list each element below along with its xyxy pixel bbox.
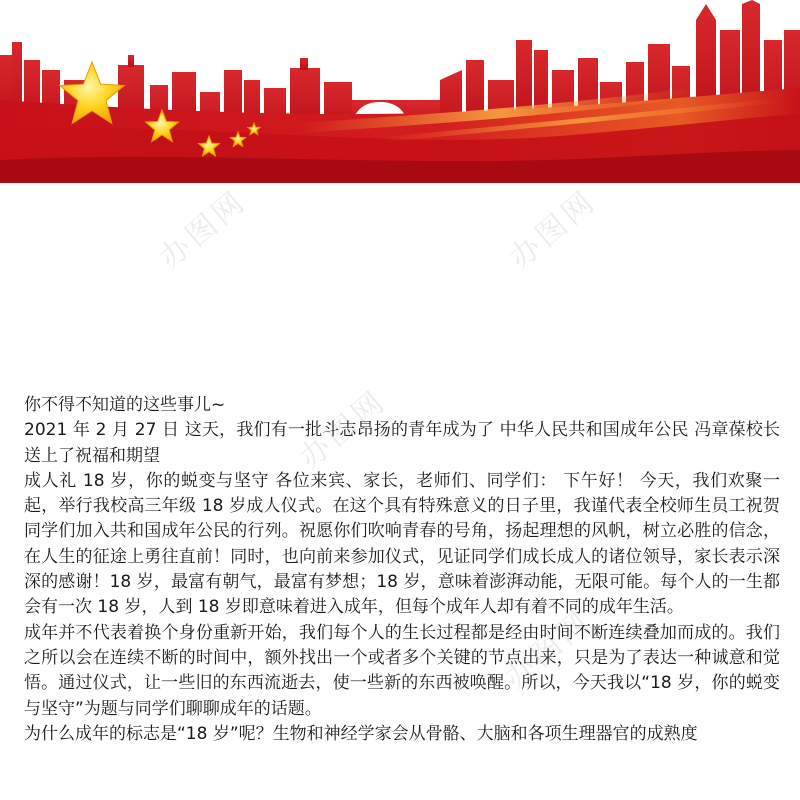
article-paragraph: 2021 年 2 月 27 日 这天，我们有一批斗志昂扬的青年成为了 中华人民共和国成年公民 冯章葆校长送上了祝福和期望 xyxy=(24,420,780,466)
article-paragraph: 成年并不代表着换个身份重新开始，我们每个人的生长过程都是经由时间不断连续叠加而成的。我们之所以会在连续不断的时间中，额外找出一个或者多个关键的节点出来，只是为了表达一种诚意和觉悟。通过仪式，让一些旧的东西流逝去，使一些新的东西被唤醒。所以，今天我以“18 岁，你的蜕变与坚守”为题与同学们聊聊成年的话题。 xyxy=(24,622,780,719)
header-banner xyxy=(0,0,800,183)
watermark: 办图网 xyxy=(152,183,254,276)
article-body xyxy=(24,393,780,747)
article-paragraph: 成人礼 18 岁，你的蜕变与坚守 各位来宾、家长，老师们、同学们： 下午好！ 今天，我们欢聚一起，举行我校高三年级 18 岁成人仪式。在这个具有特殊意义的日子里，我谨代表全校师生员工祝贺同学们加入共和国成年公民的行列。祝愿你们吹响青春的号角，扬起理想的风帆，树立必胜的信念，在人生的征途上勇往直前！同时，也向前来参加仪式，见证同学们成长成人的诸位领导，家长表示深深的感谢！18 岁，最富有朝气，最富有梦想；18 岁，意味着澎湃动能，无限可能。每个人的一生都会有一次 18 岁，人到 18 岁即意味着进入成年，但每个成年人却有着不同的成年生活。 xyxy=(24,470,780,618)
city-skyline-banner-image xyxy=(0,0,800,183)
watermark: 办图网 xyxy=(502,183,604,276)
watermark: 办图网 xyxy=(497,603,599,696)
article-paragraph: 为什么成年的标志是“18 岁”呢？生物和神经学家会从骨骼、大脑和各项生理器官的成熟度 xyxy=(24,723,698,744)
article-heading: 你不得不知道的这些事儿~ xyxy=(24,395,226,415)
watermark: 办图网 xyxy=(292,383,394,476)
